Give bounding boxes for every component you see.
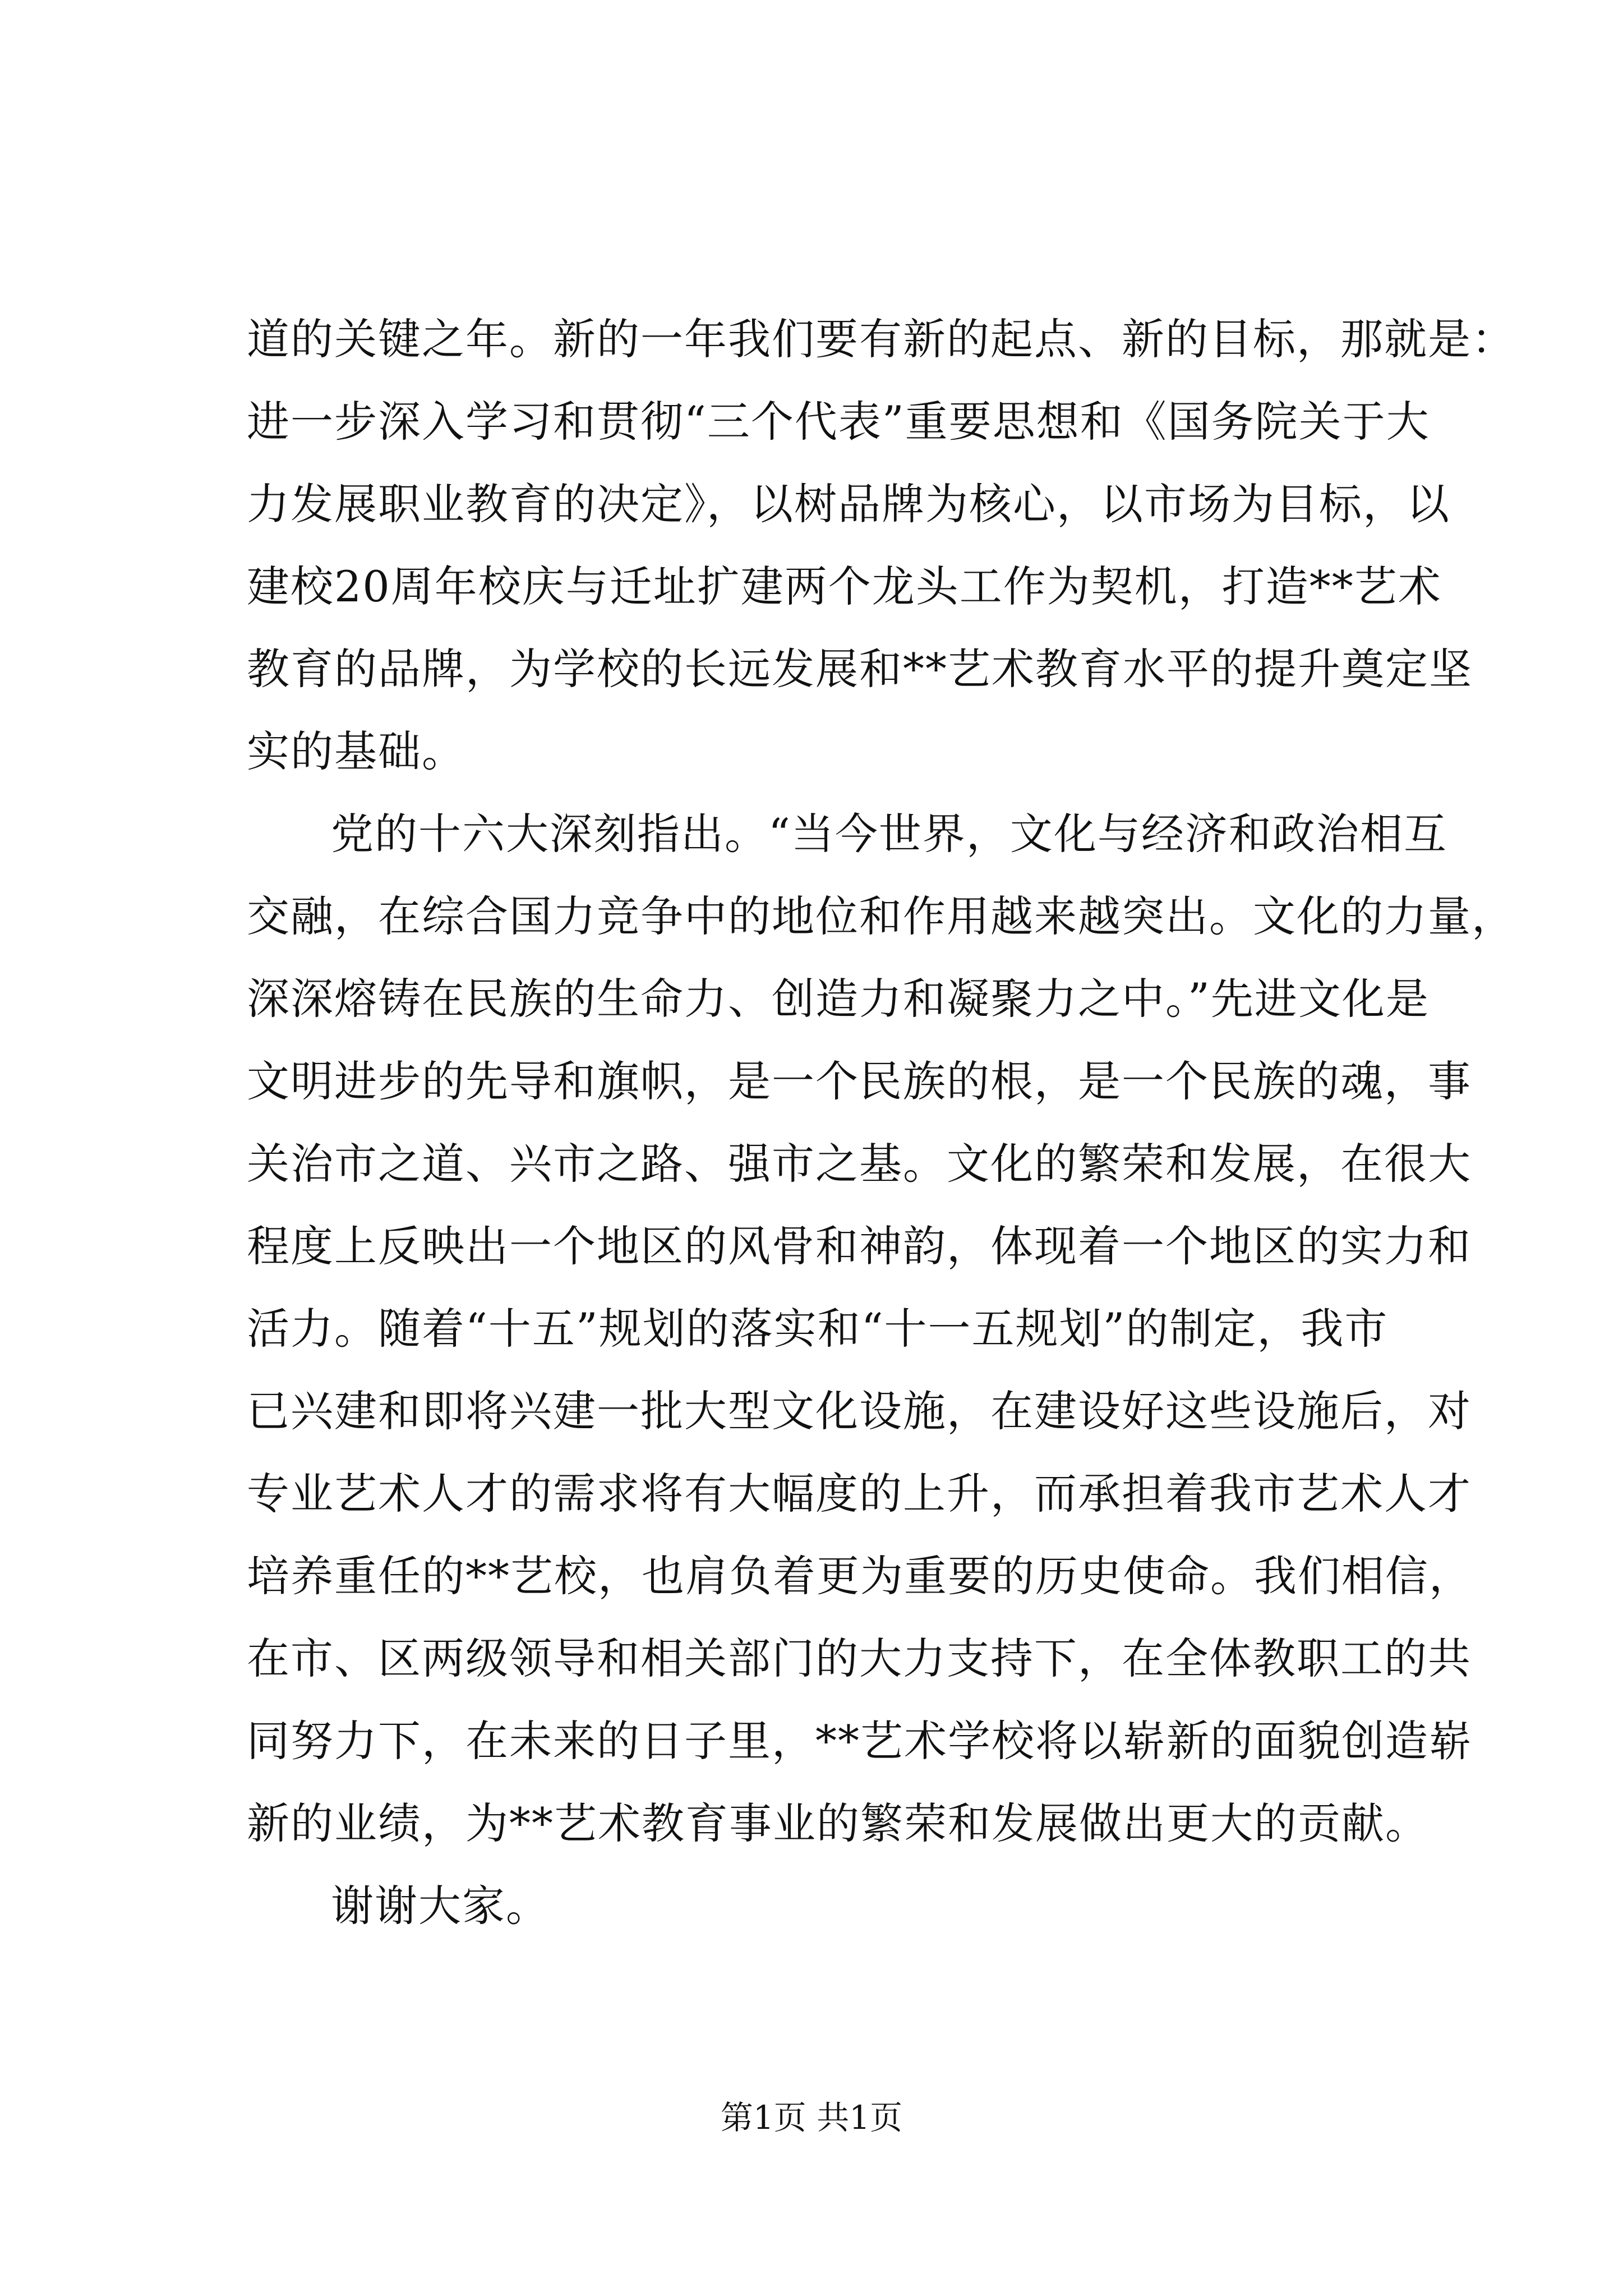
text-line-9: 深深熔铸在民族的生命力、创造力和凝聚力之中。”先进文化是 [247, 974, 1430, 1024]
text-line-12: 程度上反映出一个地区的风骨和神韵，体现着一个地区的实力和 [247, 1221, 1472, 1271]
text-line-13: 活力。随着“十五”规划的落实和“十一五规划”的制定，我市 [247, 1304, 1389, 1354]
text-line-15: 专业艺术人才的需求将有大幅度的上升，而承担着我市艺术人才 [247, 1469, 1472, 1519]
text-line-7: 党的十六大深刻指出。“当今世界，文化与经济和政治相互 [331, 809, 1447, 859]
text-line-17: 在市、区两级领导和相关部门的大力支持下，在全体教职工的共 [247, 1634, 1472, 1683]
text-line-14: 已兴建和即将兴建一批大型文化设施，在建设好这些设施后，对 [247, 1386, 1472, 1436]
text-line-4: 建校20周年校庆与迁址扩建两个龙头工作为契机，打造**艺术 [247, 562, 1442, 611]
text-line-11: 关治市之道、兴市之路、强市之基。文化的繁荣和发展，在很大 [247, 1139, 1472, 1189]
text-line-5: 教育的品牌，为学校的长远发展和**艺术教育水平的提升奠定坚 [247, 644, 1473, 694]
text-line-2: 进一步深入学习和贯彻“三个代表”重要思想和《国务院关于大 [247, 397, 1430, 447]
text-line-10: 文明进步的先导和旗帜，是一个民族的根，是一个民族的魂，事 [247, 1056, 1472, 1106]
text-line-1: 道的关键之年。新的一年我们要有新的起点、新的目标，那就是： [247, 314, 1515, 364]
text-line-20: 谢谢大家。 [331, 1881, 550, 1931]
text-line-19: 新的业绩，为**艺术教育事业的繁荣和发展做出更大的贡献。 [247, 1798, 1429, 1848]
text-line-8: 交融，在综合国力竞争中的地位和作用越来越突出。文化的力量， [247, 891, 1515, 941]
page-footer: 第1页 共1页 [720, 2099, 903, 2137]
text-line-6: 实的基础。 [247, 726, 465, 776]
text-line-16: 培养重任的**艺校，也肩负着更为重要的历史使命。我们相信， [247, 1551, 1473, 1601]
text-line-3: 力发展职业教育的决定》，以树品牌为核心，以市场为目标，以 [247, 479, 1450, 529]
text-line-18: 同努力下，在未来的日子里，**艺术学校将以崭新的面貌创造崭 [247, 1716, 1473, 1766]
